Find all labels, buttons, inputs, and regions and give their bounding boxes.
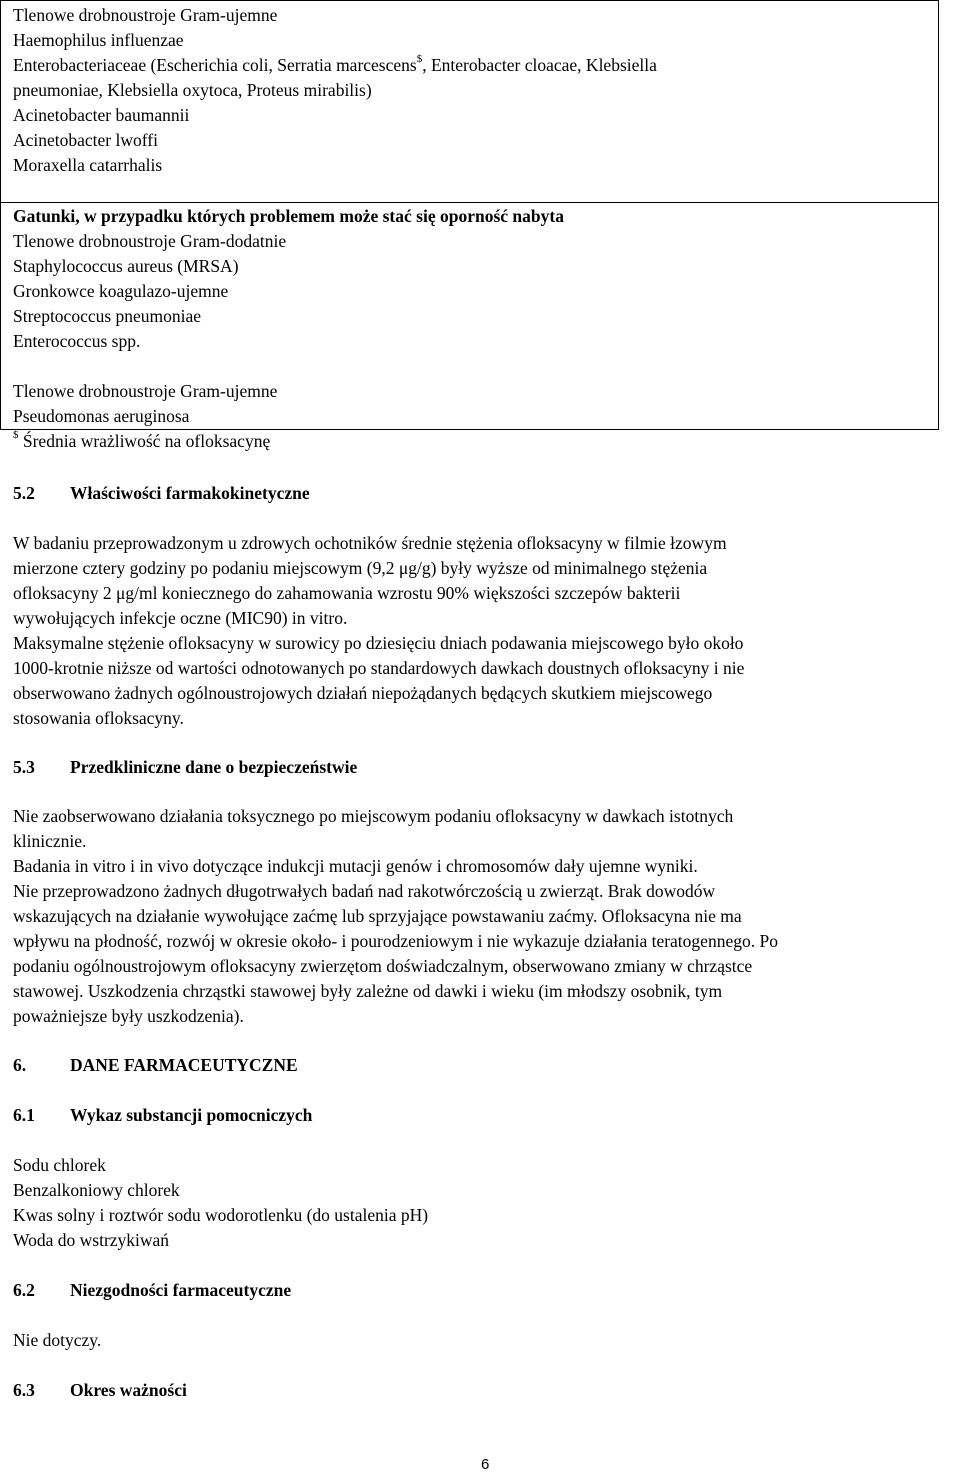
section-heading-6-3: 6.3 Okres ważności: [13, 1380, 187, 1400]
list-item: pneumoniae, Klebsiella oxytoca, Proteus mirabilis): [13, 80, 372, 100]
list-item: Acinetobacter lwoffi: [13, 130, 158, 150]
footnote: $ Średnia wrażliwość na ofloksacynę: [13, 429, 271, 451]
section-heading-6: 6. DANE FARMACEUTYCZNE: [13, 1055, 298, 1075]
list-item: Sodu chlorek: [13, 1155, 106, 1175]
footnote-marker: $: [13, 429, 19, 442]
list-item: Staphylococcus aureus (MRSA): [13, 256, 239, 276]
list-item: Moraxella catarrhalis: [13, 155, 163, 175]
section-heading-6-2: 6.2 Niezgodności farmaceutyczne: [13, 1280, 292, 1300]
list-item: Woda do wstrzykiwań: [13, 1230, 170, 1250]
list-item: Acinetobacter baumannii: [13, 105, 190, 125]
paragraph-line: W badaniu przeprowadzonym u zdrowych ochotników średnie stężenia ofloksacyny w filmie łzowym: [13, 533, 727, 553]
paragraph-line: stosowania ofloksacyny.: [13, 708, 184, 728]
paragraph-line: Nie zaobserwowano działania toksycznego po miejscowym podaniu ofloksacyny w dawkach istotnych: [13, 806, 734, 826]
list-item: Benzalkoniowy chlorek: [13, 1180, 180, 1200]
paragraph-line: klinicznie.: [13, 831, 87, 851]
paragraph-line: Maksymalne stężenie ofloksacyny w surowicy po dziesięciu dniach podawania miejscowego było około: [13, 633, 744, 653]
paragraph-line: mierzone cztery godziny po podaniu miejscowym (9,2 μg/g) były wyższe od minimalnego stężenia: [13, 558, 708, 578]
section-heading-5-2: 5.2 Właściwości farmakokinetyczne: [13, 483, 310, 503]
paragraph-line: wpływu na płodność, rozwój w okresie około- i pourodzeniowym i nie wykazuje działania teratogennego. Po: [13, 931, 778, 951]
list-item: Streptococcus pneumoniae: [13, 306, 202, 326]
list-item: Enterococcus spp.: [13, 331, 141, 351]
paragraph-line: ofloksacyny 2 μg/ml koniecznego do zahamowania wzrostu 90% większości szczepów bakterii: [13, 583, 681, 603]
paragraph-line: wskazujących na działanie wywołujące zaćmę lub sprzyjające powstawaniu zaćmy. Ofloksacyna nie ma: [13, 906, 742, 926]
resistance-heading: Gatunki, w przypadku których problemem może stać się oporność nabyta: [13, 206, 564, 226]
gram-positive-header: Tlenowe drobnoustroje Gram-dodatnie: [13, 231, 287, 251]
paragraph-line: wywołujących infekcje oczne (MIC90) in vitro.: [13, 608, 348, 628]
footnote-marker: $: [416, 53, 423, 66]
page-number: 6: [481, 1456, 490, 1473]
gram-negative-header: Tlenowe drobnoustroje Gram-ujemne: [13, 5, 278, 25]
gram-negative-header-2: Tlenowe drobnoustroje Gram-ujemne: [13, 381, 278, 401]
paragraph-line: Badania in vitro i in vivo dotyczące indukcji mutacji genów i chromosomów dały ujemne wyniki.: [13, 856, 698, 876]
paragraph-line: stawowej. Uszkodzenia chrząstki stawowej były zależne od dawki i wieku (im młodszy osobnik, tym: [13, 981, 723, 1001]
paragraph-line: Nie dotyczy.: [13, 1330, 102, 1350]
list-item: Kwas solny i roztwór sodu wodorotlenku (do ustalenia pH): [13, 1205, 429, 1225]
list-item: Haemophilus influenzae: [13, 30, 184, 50]
paragraph-line: poważniejsze były uszkodzenia).: [13, 1006, 244, 1026]
paragraph-line: podaniu ogólnoustrojowym ofloksacyny zwierzętom doświadczalnym, obserwowano zmiany w chrząstce: [13, 956, 753, 976]
list-item: Enterobacteriaceae (Escherichia coli, Serratia marcescens$, Enterobacter cloacae, Klebsiella: [13, 53, 657, 75]
list-item: Gronkowce koagulazo-ujemne: [13, 281, 229, 301]
paragraph-line: 1000-krotnie niższe od wartości odnotowanych po standardowych dawkach doustnych ofloksacyny i nie: [13, 658, 745, 678]
section-heading-5-3: 5.3 Przedkliniczne dane o bezpieczeństwie: [13, 757, 358, 777]
paragraph-line: obserwowano żadnych ogólnoustrojowych działań niepożądanych będących skutkiem miejscowego: [13, 683, 713, 703]
paragraph-line: Nie przeprowadzono żadnych długotrwałych badań nad rakotwórczością u zwierząt. Brak dowodów: [13, 881, 716, 901]
list-item: Pseudomonas aeruginosa: [13, 406, 190, 426]
section-heading-6-1: 6.1 Wykaz substancji pomocniczych: [13, 1105, 313, 1125]
